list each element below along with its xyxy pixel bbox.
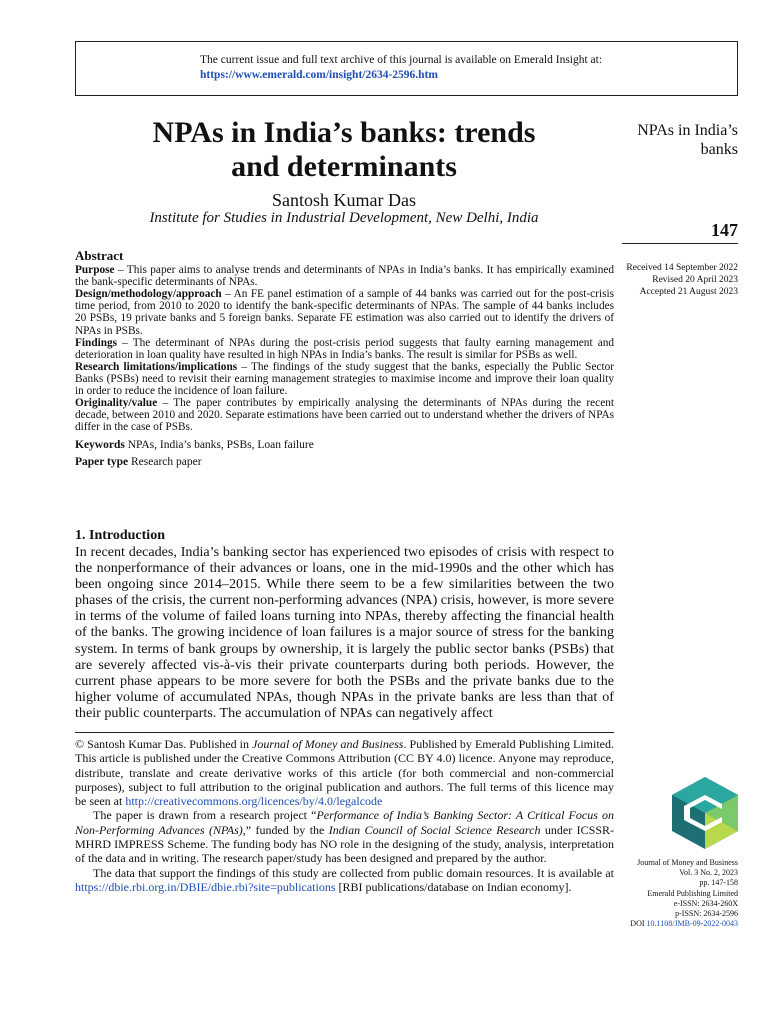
- data-link[interactable]: https://dbie.rbi.org.in/DBIE/dbie.rbi?site=publications: [75, 879, 336, 894]
- keywords: [75, 439, 614, 451]
- project-text: under ICSSR-MHRD IMPRESS Scheme. The funding body has NO role in the designing of the study, analysis, interpretation of the data and in writing. The research paper/study has been designed and prepared by the author.: [75, 822, 615, 866]
- abstract-label: Design/methodology/approach: [75, 288, 222, 301]
- section-heading-introduction: 1. Introduction: [75, 528, 165, 543]
- license-link[interactable]: http://creativecommons.org/licences/by/4.0/legalcode: [125, 794, 383, 809]
- page-number: 147: [711, 220, 738, 240]
- running-head-line-2: banks: [700, 141, 738, 158]
- title-line-1: NPAs in India’s banks: trends: [152, 116, 536, 149]
- data-note: [75, 866, 614, 895]
- journal-notice: [200, 53, 602, 83]
- publisher-name: Emerald Publishing Limited: [647, 888, 738, 898]
- journal-name: Journal of Money and Business: [637, 858, 738, 867]
- doi-line: [630, 919, 738, 929]
- abstract-label: Findings: [75, 336, 118, 349]
- accepted-date: Accepted 21 August 2023: [639, 287, 738, 297]
- author-affiliation: Institute for Studies in Industrial Development, New Delhi, India: [149, 210, 539, 226]
- project-note: [75, 808, 614, 865]
- data-text: [RBI publications/database on Indian economy].: [335, 879, 572, 894]
- article-title: [75, 116, 613, 184]
- paper-type: [75, 456, 614, 468]
- volume-issue: Vol. 3 No. 2, 2023: [679, 868, 738, 878]
- p-issn: p-ISSN: 2634-2596: [675, 909, 738, 919]
- funder-name: Indian Council of Social Science Research: [328, 822, 541, 837]
- journal-url-link[interactable]: https://www.emerald.com/insight/2634-2596.htm: [200, 69, 438, 81]
- abstract-heading: Abstract: [75, 248, 124, 263]
- doi-label: DOI: [630, 919, 647, 929]
- e-issn: e-ISSN: 2634-260X: [673, 898, 738, 908]
- license-note: [75, 737, 614, 808]
- abstract-sep: –: [237, 360, 251, 373]
- received-date: Received 14 September 2022: [626, 263, 738, 273]
- abstract-label: Purpose: [75, 264, 115, 277]
- running-head: [578, 121, 738, 159]
- doi-link[interactable]: 10.1108/JMB-09-2022-0043: [646, 919, 738, 929]
- license-text: © Santosh Kumar Das. Published in: [75, 737, 253, 751]
- paper-type-text: Research paper: [128, 455, 202, 468]
- introduction-text: In recent decades, India’s banking sector has experienced two episodes of crisis with respect to the nonperformance of their advances or loans, one in the mid-1990s and the other which has been ongoing since 2014–2015. While there seem to be a few similarities between the two phases of the crisis, the current non-performing advances (NPA) crisis, however, is more severe in terms of the volume of failed loans turning into NPAs, thereby affecting the financial health of the banks. The growing incidence of loan failures is a major source of stress for the banking system. In terms of bank groups by ownership, it is largely the public sector banks (PSBs) that are severely affected vis-à-vis their private counterparts during both periods. However, the current phase appears to be more severe for both the PSBs and the private banks due to the higher volume of accumulated NPAs, though NPAs in the private banks are less than that of their public counterparts. The accumulation of NPAs can negatively affect: [75, 544, 615, 721]
- journal-name: Journal of Money and Business: [252, 737, 404, 751]
- notice-text: The current issue and full text archive of this journal is available on Emerald Insight at:: [200, 54, 603, 66]
- abstract-label: Research limitations/implications: [75, 360, 238, 373]
- margin-rule: [622, 243, 738, 244]
- data-text: The data that support the findings of this study are collected from public domain resources. It is available at: [93, 865, 614, 880]
- abstract-design: [75, 288, 614, 336]
- abstract: [75, 250, 614, 468]
- abstract-sep: –: [117, 336, 133, 349]
- abstract-label: Originality/value: [75, 397, 158, 410]
- keywords-text: NPAs, India’s banks, PSBs, Loan failure: [124, 439, 314, 452]
- running-head-line-1: NPAs in India’s: [637, 122, 738, 139]
- abstract-purpose: [75, 264, 614, 288]
- project-title: Performance of India’s Banking Sector: A Critical Focus on Non-Performing Advances (NPAs): [75, 808, 614, 837]
- abstract-originality: [75, 397, 614, 433]
- abstract-findings: [75, 337, 614, 361]
- license-text: . Published by Emerald Publishing Limited. This article is published under the Creative Commons Attribution (CC BY 4.0) licence. Anyone may reproduce, distribute, translate and create derivative works of this article (for both commercial and non-commercial purposes), subject to full attribution to the original publication and authors. The full terms of this licence may be seen at: [75, 737, 614, 809]
- abstract-text: The paper contributes by empirically analysing the determinants of NPAs during the recent decade, between 2010 and 2020. Separate estimations have been carried out to understand whether the drivers of NPAs differ in the case of PSBs.: [75, 397, 614, 434]
- page-range: pp. 147-158: [699, 878, 738, 888]
- paper-type-label: Paper type: [75, 455, 129, 468]
- project-text: ,” funded by the: [242, 822, 329, 837]
- abstract-sep: –: [221, 288, 234, 301]
- article-dates: [626, 262, 738, 298]
- author-name: Santosh Kumar Das: [272, 190, 416, 210]
- project-text: The paper is drawn from a research project “: [93, 808, 317, 823]
- abstract-sep: –: [157, 397, 174, 410]
- title-line-2: and determinants: [231, 150, 457, 183]
- keywords-label: Keywords: [75, 439, 125, 452]
- publication-info: [630, 858, 738, 929]
- abstract-sep: –: [114, 264, 127, 277]
- footnote-rule: [75, 732, 614, 733]
- abstract-limitations: [75, 361, 614, 397]
- abstract-text: This paper aims to analyse trends and determinants of NPAs in India’s banks. It has empirically examined the bank-specific determinants of NPAs.: [75, 264, 614, 289]
- abstract-text: An FE panel estimation of a sample of 44 banks was carried out for the post-crisis time period, from 2010 to 2020 to identify the bank-specific determinants of NPAs. The sample of 44 banks includes 20 PSBs, 19 private banks and 5 foreign banks. Separate FE estimation was also carried out to identify the drivers of NPAs in PSBs.: [75, 288, 614, 337]
- emerald-publishing-logo-icon: [672, 777, 738, 849]
- footnotes: [75, 737, 614, 894]
- abstract-text: The determinant of NPAs during the post-crisis period suggests that faulty earning management and deterioration in loan quality have resulted in high NPAs in India’s banks. The result is similar for PSBs as well.: [75, 336, 615, 361]
- revised-date: Revised 20 April 2023: [652, 275, 738, 285]
- abstract-text: The findings of the study suggest that the banks, especially the Public Sector Banks (PSBs) need to revisit their earning management strategies to maximise income and improve their loan quality in order to reduce the incidence of loan failure.: [75, 360, 615, 398]
